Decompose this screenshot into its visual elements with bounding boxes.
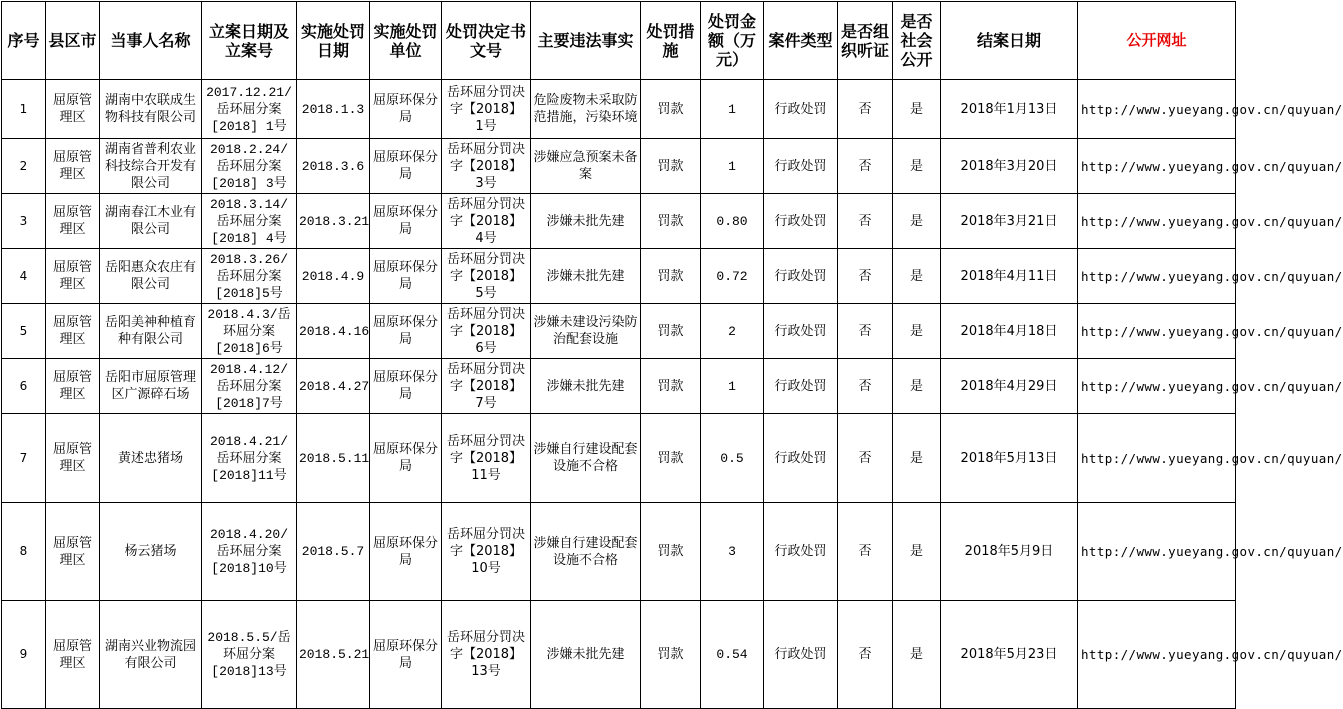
cell-case-type: 行政处罚 (764, 304, 838, 359)
cell-case-type: 行政处罚 (764, 139, 838, 194)
cell-case-type: 行政处罚 (764, 503, 838, 601)
cell-violation: 涉嫌未建设污染防治配套设施 (531, 304, 641, 359)
cell-filing: 2018.4.21/岳环屈分案[2018]11号 (202, 414, 297, 503)
cell-case-type: 行政处罚 (764, 249, 838, 304)
cell-measure: 罚款 (641, 80, 701, 139)
cell-decision-doc: 岳环屈分罚决字【2018】 4号 (442, 194, 531, 249)
cell-url[interactable]: http://www.yueyang.gov.cn/quyuan/ (1078, 359, 1236, 414)
table-row (2, 503, 1236, 601)
header-hearing: 是否组织听证 (838, 2, 893, 80)
cell-measure: 罚款 (641, 601, 701, 709)
cell-seq: 8 (2, 503, 46, 601)
cell-violation: 涉嫌未批先建 (531, 601, 641, 709)
cell-seq: 9 (2, 601, 46, 709)
cell-measure: 罚款 (641, 414, 701, 503)
cell-seq: 4 (2, 249, 46, 304)
cell-public: 是 (893, 139, 941, 194)
cell-exec-unit: 屈原环保分局 (370, 414, 442, 503)
cell-decision-doc: 岳环屈分罚决字【2018】 11号 (442, 414, 531, 503)
cell-party: 黄述忠猪场 (100, 414, 202, 503)
cell-url[interactable]: http://www.yueyang.gov.cn/quyuan/ (1078, 139, 1236, 194)
cell-violation: 涉嫌应急预案未备案 (531, 139, 641, 194)
cell-filing: 2018.5.5/岳环屈分案[2018]13号 (202, 601, 297, 709)
cell-public: 是 (893, 304, 941, 359)
cell-party: 杨云猪场 (100, 503, 202, 601)
cell-seq: 3 (2, 194, 46, 249)
header-seq: 序号 (2, 2, 46, 80)
cell-filing: 2018.3.14/岳环屈分案[2018] 4号 (202, 194, 297, 249)
cell-amount: 2 (701, 304, 764, 359)
cell-county: 屈原管理区 (46, 359, 100, 414)
cell-amount: 0.54 (701, 601, 764, 709)
cell-filing: 2018.3.26/岳环屈分案[2018]5号 (202, 249, 297, 304)
cell-county: 屈原管理区 (46, 414, 100, 503)
cell-exec-date: 2018.3.6 (297, 139, 370, 194)
table-row (2, 601, 1236, 709)
cell-hearing: 否 (838, 80, 893, 139)
cell-violation: 涉嫌未批先建 (531, 249, 641, 304)
cell-exec-date: 2018.1.3 (297, 80, 370, 139)
cell-party: 岳阳市屈原管理区广源碎石场 (100, 359, 202, 414)
cell-decision-doc: 岳环屈分罚决字【2018】 10号 (442, 503, 531, 601)
cell-decision-doc: 岳环屈分罚决字【2018】 13号 (442, 601, 531, 709)
cell-hearing: 否 (838, 249, 893, 304)
cell-public: 是 (893, 80, 941, 139)
cell-violation: 涉嫌未批先建 (531, 359, 641, 414)
header-filing: 立案日期及立案号 (202, 2, 297, 80)
cell-filing: 2018.4.20/岳环屈分案[2018]10号 (202, 503, 297, 601)
cell-url[interactable]: http://www.yueyang.gov.cn/quyuan/ (1078, 601, 1236, 709)
cell-exec-unit: 屈原环保分局 (370, 139, 442, 194)
cell-close-date: 2018年5月9日 (941, 503, 1078, 601)
cell-exec-date: 2018.4.9 (297, 249, 370, 304)
cell-party: 湖南省普利农业科技综合开发有限公司 (100, 139, 202, 194)
cell-case-type: 行政处罚 (764, 601, 838, 709)
cell-hearing: 否 (838, 194, 893, 249)
cell-exec-date: 2018.5.7 (297, 503, 370, 601)
cell-case-type: 行政处罚 (764, 359, 838, 414)
cell-amount: 0.5 (701, 414, 764, 503)
cell-violation: 涉嫌自行建设配套设施不合格 (531, 503, 641, 601)
table-row (2, 359, 1236, 414)
cell-measure: 罚款 (641, 503, 701, 601)
cell-measure: 罚款 (641, 359, 701, 414)
cell-violation: 涉嫌自行建设配套设施不合格 (531, 414, 641, 503)
cell-url[interactable]: http://www.yueyang.gov.cn/quyuan/ (1078, 414, 1236, 503)
cell-amount: 1 (701, 80, 764, 139)
cell-measure: 罚款 (641, 249, 701, 304)
cell-url[interactable]: http://www.yueyang.gov.cn/quyuan/ (1078, 304, 1236, 359)
cell-exec-unit: 屈原环保分局 (370, 80, 442, 139)
cell-decision-doc: 岳环屈分罚决字【2018】 6号 (442, 304, 531, 359)
cell-close-date: 2018年4月29日 (941, 359, 1078, 414)
header-close-date: 结案日期 (941, 2, 1078, 80)
header-decision-doc: 处罚决定书文号 (442, 2, 531, 80)
cell-filing: 2018.4.12/岳环屈分案[2018]7号 (202, 359, 297, 414)
cell-measure: 罚款 (641, 304, 701, 359)
header-county: 县区市 (46, 2, 100, 80)
cell-public: 是 (893, 249, 941, 304)
cell-case-type: 行政处罚 (764, 414, 838, 503)
cell-county: 屈原管理区 (46, 249, 100, 304)
header-case-type: 案件类型 (764, 2, 838, 80)
cell-party: 岳阳惠众农庄有限公司 (100, 249, 202, 304)
header-amount: 处罚金额（万元） (701, 2, 764, 80)
cell-exec-date: 2018.4.16 (297, 304, 370, 359)
cell-violation: 涉嫌未批先建 (531, 194, 641, 249)
header-exec-unit: 实施处罚单位 (370, 2, 442, 80)
cell-close-date: 2018年3月21日 (941, 194, 1078, 249)
cell-exec-date: 2018.4.27 (297, 359, 370, 414)
cell-amount: 1 (701, 139, 764, 194)
cell-amount: 3 (701, 503, 764, 601)
cell-amount: 1 (701, 359, 764, 414)
cell-county: 屈原管理区 (46, 194, 100, 249)
cell-close-date: 2018年4月18日 (941, 304, 1078, 359)
cell-seq: 2 (2, 139, 46, 194)
cell-hearing: 否 (838, 414, 893, 503)
cell-exec-date: 2018.5.21 (297, 601, 370, 709)
cell-close-date: 2018年5月13日 (941, 414, 1078, 503)
cell-exec-unit: 屈原环保分局 (370, 249, 442, 304)
cell-party: 湖南兴业物流园有限公司 (100, 601, 202, 709)
cell-filing: 2017.12.21/岳环屈分案[2018] 1号 (202, 80, 297, 139)
cell-seq: 6 (2, 359, 46, 414)
cell-exec-unit: 屈原环保分局 (370, 359, 442, 414)
cell-measure: 罚款 (641, 139, 701, 194)
cell-public: 是 (893, 601, 941, 709)
table-row (2, 249, 1236, 304)
cell-decision-doc: 岳环屈分罚决字【2018】 5号 (442, 249, 531, 304)
cell-hearing: 否 (838, 359, 893, 414)
cell-party: 岳阳美神种植育种有限公司 (100, 304, 202, 359)
cell-party: 湖南中农联成生物科技有限公司 (100, 80, 202, 139)
cell-decision-doc: 岳环屈分罚决字【2018】 3号 (442, 139, 531, 194)
cell-exec-unit: 屈原环保分局 (370, 503, 442, 601)
cell-amount: 0.72 (701, 249, 764, 304)
table-row (2, 304, 1236, 359)
cell-filing: 2018.2.24/岳环屈分案[2018] 3号 (202, 139, 297, 194)
table-row (2, 80, 1236, 139)
cell-county: 屈原管理区 (46, 503, 100, 601)
cell-filing: 2018.4.3/岳环屈分案[2018]6号 (202, 304, 297, 359)
cell-hearing: 否 (838, 601, 893, 709)
cell-case-type: 行政处罚 (764, 80, 838, 139)
cell-exec-date: 2018.5.11 (297, 414, 370, 503)
cell-close-date: 2018年4月11日 (941, 249, 1078, 304)
cell-case-type: 行政处罚 (764, 194, 838, 249)
cell-exec-date: 2018.3.21 (297, 194, 370, 249)
cell-public: 是 (893, 194, 941, 249)
cell-seq: 5 (2, 304, 46, 359)
cell-exec-unit: 屈原环保分局 (370, 194, 442, 249)
cell-url[interactable]: http://www.yueyang.gov.cn/quyuan/ (1078, 80, 1236, 139)
header-url: 公开网址 (1078, 2, 1236, 80)
header-exec-date: 实施处罚日期 (297, 2, 370, 80)
cell-county: 屈原管理区 (46, 139, 100, 194)
cell-violation: 危险废物未采取防范措施，污染环境 (531, 80, 641, 139)
cell-county: 屈原管理区 (46, 304, 100, 359)
cell-close-date: 2018年5月23日 (941, 601, 1078, 709)
cell-hearing: 否 (838, 503, 893, 601)
table-row (2, 414, 1236, 503)
cell-public: 是 (893, 414, 941, 503)
cell-url[interactable]: http://www.yueyang.gov.cn/quyuan/ (1078, 194, 1236, 249)
cell-amount: 0.80 (701, 194, 764, 249)
header-violation: 主要违法事实 (531, 2, 641, 80)
cell-party: 湖南春江木业有限公司 (100, 194, 202, 249)
cell-hearing: 否 (838, 139, 893, 194)
cell-public: 是 (893, 503, 941, 601)
table-row (2, 194, 1236, 249)
header-measure: 处罚措施 (641, 2, 701, 80)
cell-url[interactable]: http://www.yueyang.gov.cn/quyuan/ (1078, 503, 1236, 601)
table-row (2, 139, 1236, 194)
cell-measure: 罚款 (641, 194, 701, 249)
cell-exec-unit: 屈原环保分局 (370, 304, 442, 359)
cell-decision-doc: 岳环屈分罚决字【2018】 1号 (442, 80, 531, 139)
cell-close-date: 2018年3月20日 (941, 139, 1078, 194)
cell-public: 是 (893, 359, 941, 414)
cell-url[interactable]: http://www.yueyang.gov.cn/quyuan/ (1078, 249, 1236, 304)
cell-exec-unit: 屈原环保分局 (370, 601, 442, 709)
header-row (2, 2, 1236, 80)
cell-decision-doc: 岳环屈分罚决字【2018】 7号 (442, 359, 531, 414)
cell-county: 屈原管理区 (46, 601, 100, 709)
penalty-table (1, 1, 1343, 709)
cell-seq: 1 (2, 80, 46, 139)
cell-county: 屈原管理区 (46, 80, 100, 139)
cell-close-date: 2018年1月13日 (941, 80, 1078, 139)
header-public: 是否社会公开 (893, 2, 941, 80)
cell-hearing: 否 (838, 304, 893, 359)
header-party: 当事人名称 (100, 2, 202, 80)
cell-seq: 7 (2, 414, 46, 503)
